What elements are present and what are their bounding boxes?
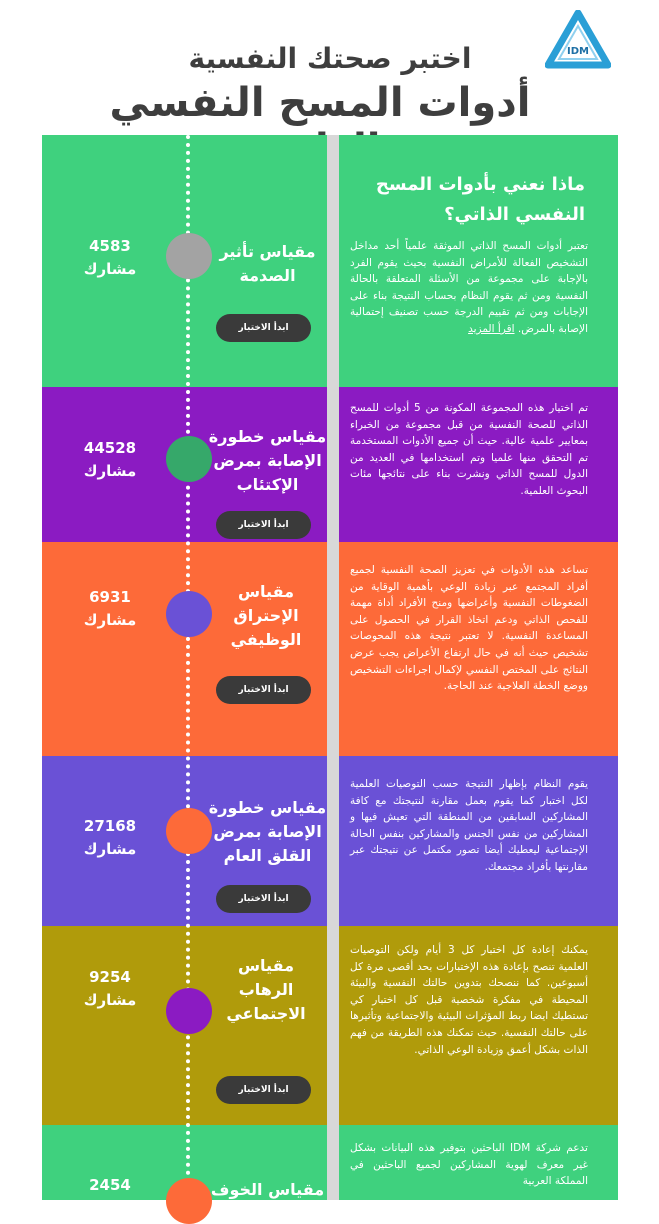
- scale-title: مقياس خطورة الإصابة بمرض الإكتئاب: [208, 427, 327, 494]
- participant-count: 6931 مشارك: [83, 588, 137, 629]
- idm-logo: [545, 10, 611, 76]
- section-paragraph: تدعم شركة IDM الباحثين بتوفير هذه البيانات بشكل غير معرف لهوية المشاركين لجميع الباحثين في المملكة العربية: [350, 1142, 588, 1188]
- timeline-dot: [166, 436, 212, 482]
- section-paragraph: تساعد هذه الأدوات في تعزيز الصحة النفسية لجميع أفراد المجتمع عبر زيادة الوعي بأهمية الوقاية من الضغوطات النفسية وأعراضها ومنح الأفراد أداة مهمة للفحص الذاتي ودعم اتخاذ القرار في الحصول على المساعدة النفسية. لا تعتبر نتيجة هذه المحوصات تشخيص حيث أنه في حال ارتفاع الأعراض يجب عرض النتائج على المختص النفسي لإكمال اجراءات التشخيص ووضع الخطة العلاجية عند الحاجة.: [350, 564, 588, 693]
- start-test-button[interactable]: ابدأ الاختبار: [216, 676, 311, 704]
- participant-count: 44528 مشارك: [83, 439, 137, 480]
- section-paragraph: يمكنك إعادة كل اختبار كل 3 أيام ولكن التوصيات العلمية تنصح بإعادة هذه الإختبارات بحد أقصى مرة كل أسبوعين. كما ننصحك بتدوين حالتك النفسية والبيئة المحيطة في مفكرة شخصية قبل كل اختبار كي تستطيك ايضا ربط المؤثرات البيئية والاجتماعية وتأثيرها على حالتك النفسية. حيث تمكنك هذه الطريقة من فهم الذات بشكل أعمق وزيادة الوعي الذاتي.: [350, 944, 588, 1056]
- timeline-dot: [166, 808, 212, 854]
- page-header: [0, 0, 659, 135]
- scale-title: مقياس تأثير الصدمة: [219, 242, 316, 285]
- section-divider: [327, 926, 339, 1125]
- section-paragraph: يقوم النظام بإظهار النتيجة حسب التوصيات العلمية لكل اختبار كما يقوم بعمل مقارنة لنتيجتك مع كافة المشاركين السابقين من المنطقة التي تعيش فيها و المشاركين من نفس الجنس والمشاركين بنفس الحالة الإجتماعية ليعطيك أيضا تصور مكتمل عن نتيجتك عبر مقارنتها بأفراد مجتمعك.: [350, 778, 588, 873]
- scale-title: مقياس الإحتراق الوظيفي: [230, 582, 302, 649]
- start-test-button[interactable]: ابدأ الاختبار: [216, 1076, 311, 1104]
- participant-count: 4583 مشارك: [83, 237, 137, 278]
- read-more-link[interactable]: اقرأ المزيد: [468, 322, 515, 335]
- timeline-dot: [166, 591, 212, 637]
- scale-title: مقياس الخوف: [210, 1180, 325, 1199]
- start-test-button[interactable]: ابدأ الاختبار: [216, 314, 311, 342]
- timeline-dotted-line: [186, 135, 190, 1200]
- timeline-dot: [166, 233, 212, 279]
- section-paragraph: تم اختيار هذه المجموعة المكونة من 5 أدوات للمسح الذاتي للصحة النفسية من قبل مجموعة من الخبراء بمعايير علمية عالية. حيث أن جميع الأدوات المستخدمة تم التحقق منها علميا وتم استخدامها في العديد من الدول للمسح الذاتي ونشرت بناء على نتائجها مئات البحوث العلمية.: [350, 402, 589, 497]
- page-title: أدوات المسح النفسي: [109, 80, 531, 126]
- section-divider: [327, 542, 339, 756]
- timeline-dot: [166, 1178, 212, 1224]
- participant-count: 9254 مشارك: [83, 968, 137, 1009]
- scale-title: مقياس خطورة الإصابة بمرض القلق العام: [208, 798, 327, 865]
- page-subtitle: اختبر صحتك النفسية: [188, 42, 472, 75]
- intro-question-heading: ماذا نعني بأدوات المسح النفسي الذاتي؟: [375, 174, 585, 225]
- svg-text:IDM: IDM: [567, 46, 589, 57]
- start-test-button[interactable]: ابدأ الاختبار: [216, 885, 311, 913]
- start-test-button[interactable]: ابدأ الاختبار: [216, 511, 311, 539]
- timeline-dot: [166, 988, 212, 1034]
- intro-paragraph: تعتبر أدوات المسح الذاتي الموثقة علمياً أحد مداخل التشخيص الفعالة للأمراض النفسية بحيث يقوم الفرد بالإجابة على مجموعة من الأسئلة المتعلقة بالحالة النفسية ومن ثم يقوم النظام بحساب النتيجة بناء على الإجابات ومن ثم تقييم الدرجة حسب تصنيف إحتمالية الإصابة بالمرض. اقرأ المزيد: [350, 240, 588, 335]
- scale-title: مقياس الرهاب الاجتماعي: [226, 956, 306, 1023]
- participant-count: 27168 مشارك: [83, 817, 137, 858]
- participant-count: 2454: [89, 1176, 131, 1194]
